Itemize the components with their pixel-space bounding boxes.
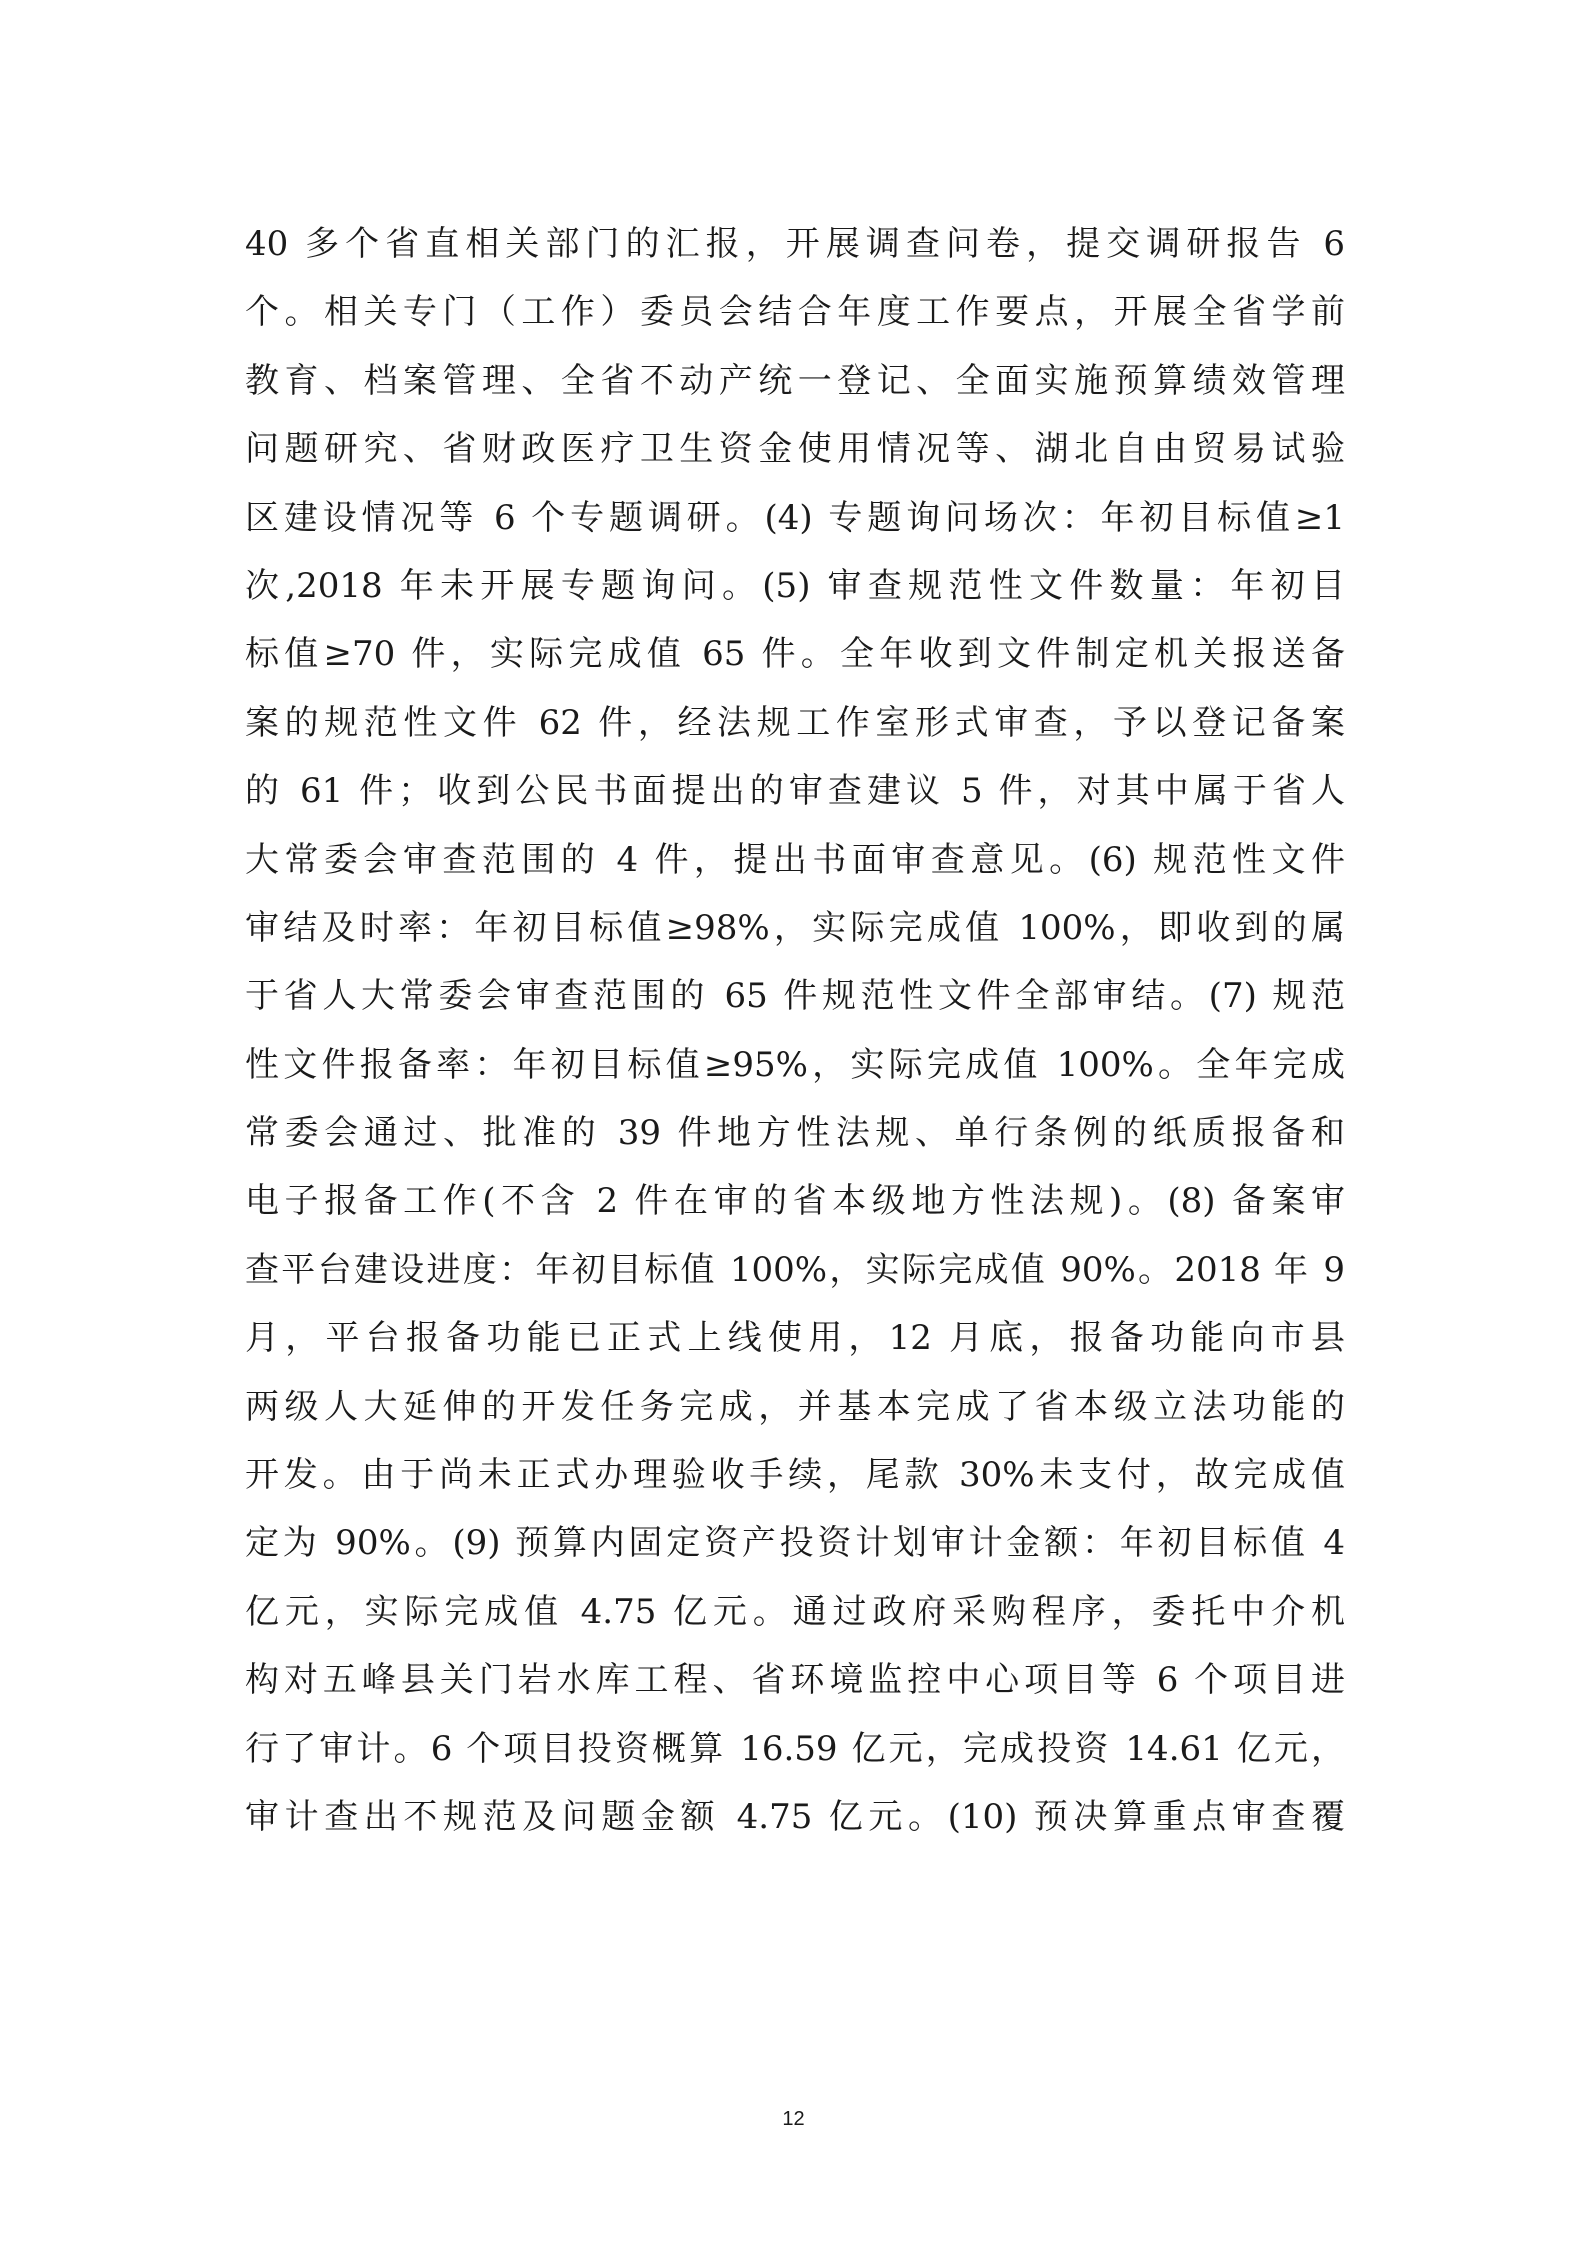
text-line: 开发。由于尚未正式办理验收手续，尾款 30%未支付，故完成值 [245,1455,1345,1496]
text-line: 40 多个省直相关部门的汇报，开展调查问卷，提交调研报告 6 [245,224,1345,264]
text-line: 个。相关专门（工作）委员会结合年度工作要点，开展全省学前 [245,292,1345,333]
text-line: 亿元，实际完成值 4.75 亿元。通过政府采购程序，委托中介机 [245,1591,1345,1632]
text-line: 月，平台报备功能已正式上线使用，12 月底，报备功能向市县 [245,1318,1345,1359]
text-line: 构对五峰县关门岩水库工程、省环境监控中心项目等 6 个项目进 [245,1660,1345,1701]
text-line: 案的规范性文件 62 件，经法规工作室形式审查，予以登记备案 [245,702,1345,743]
text-line: 性文件报备率：年初目标值≥95%，实际完成值 100%。全年完成 [245,1044,1345,1085]
text-line: 常委会通过、批准的 39 件地方性法规、单行条例的纸质报备和 [245,1113,1345,1154]
text-line: 电子报备工作(不含 2 件在审的省本级地方性法规)。(8) 备案审 [245,1181,1345,1222]
text-line: 审结及时率：年初目标值≥98%，实际完成值 100%，即收到的属 [245,907,1345,948]
text-line: 标值≥70 件，实际完成值 65 件。全年收到文件制定机关报送备 [245,634,1345,675]
body-paragraph [245,210,1345,1851]
text-line: 教育、档案管理、全省不动产统一登记、全面实施预算绩效管理 [245,360,1345,401]
page-number: 12 [782,2108,805,2130]
text-line: 区建设情况等 6 个专题调研。(4) 专题询问场次：年初目标值≥1 [245,497,1345,538]
text-line: 两级人大延伸的开发任务完成，并基本完成了省本级立法功能的 [245,1386,1345,1427]
text-line: 定为 90%。(9) 预算内固定资产投资计划审计金额：年初目标值 4 [245,1523,1345,1564]
text-line: 行了审计。6 个项目投资概算 16.59 亿元，完成投资 14.61 亿元， [245,1728,1345,1769]
text-line: 大常委会审查范围的 4 件，提出书面审查意见。(6) 规范性文件 [245,839,1345,880]
text-line: 审计查出不规范及问题金额 4.75 亿元。(10) 预决算重点审查覆 [245,1796,1345,1837]
text-line: 问题研究、省财政医疗卫生资金使用情况等、湖北自由贸易试验 [245,429,1345,470]
text-line: 于省人大常委会审查范围的 65 件规范性文件全部审结。(7) 规范 [245,976,1345,1017]
text-line: 查平台建设进度：年初目标值 100%，实际完成值 90%。2018 年 9 [245,1249,1345,1290]
text-line: 的 61 件；收到公民书面提出的审查建议 5 件，对其中属于省人 [245,771,1345,812]
text-line: 次,2018 年未开展专题询问。(5) 审查规范性文件数量：年初目 [245,565,1345,606]
